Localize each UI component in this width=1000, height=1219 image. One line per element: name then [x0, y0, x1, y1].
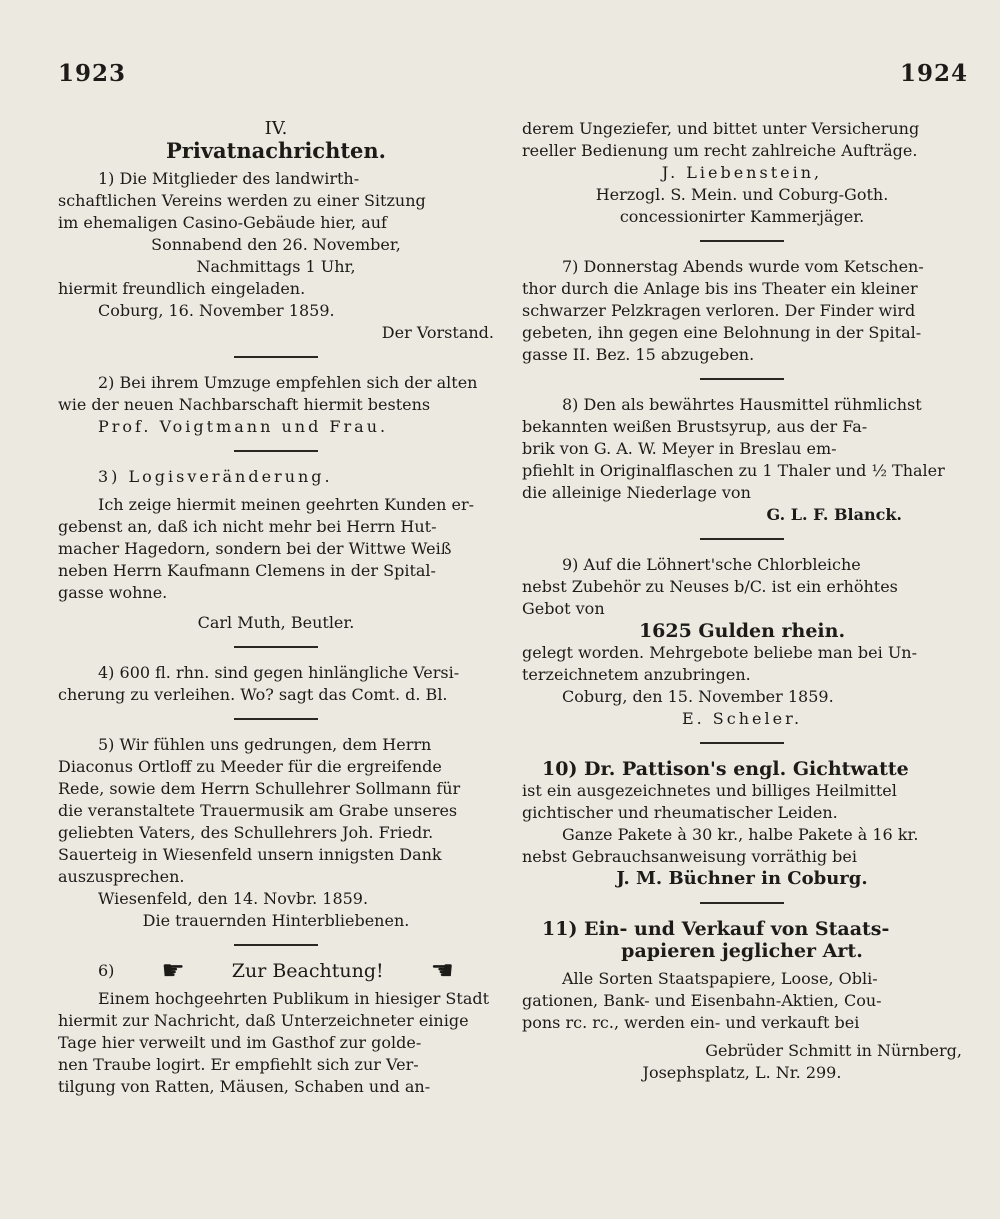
notice-6-cont-line: derem Ungeziefer, und bittet unter Versicherung: [522, 119, 920, 138]
notice-1-line: 1) Die Mitglieder des landwirth-: [98, 169, 360, 188]
notice-6-signature-title: concessionirter Kammerjäger.: [619, 207, 865, 226]
notice-3-line: macher Hagedorn, sondern bei der Wittwe Weiß: [58, 539, 452, 558]
divider: [700, 378, 784, 380]
divider: [234, 450, 318, 452]
notice-5-line: geliebten Vaters, des Schullehrers Joh. Friedr.: [58, 823, 434, 842]
divider: [234, 356, 318, 358]
notice-7-line: schwarzer Pelzkragen verloren. Der Finder wird: [522, 301, 916, 320]
notice-7-line: gasse II. Bez. 15 abzugeben.: [522, 345, 755, 364]
notice-3-line: Ich zeige hiermit meinen geehrten Kunden er-: [98, 495, 475, 514]
notice-11-address: Josephsplatz, L. Nr. 299.: [642, 1063, 842, 1082]
notice-8-line: pfiehlt in Originalflaschen zu 1 Thaler und ½ Thaler: [522, 461, 945, 480]
page-number-left: 1923: [58, 60, 127, 87]
notice-8: [522, 394, 962, 526]
notice-9-line: 9) Auf die Löhnert'sche Chlorbleiche: [562, 555, 861, 574]
notice-6-line: nen Traube logirt. Er empfiehlt sich zur Ver-: [58, 1055, 419, 1074]
notice-10-line: ist ein ausgezeichnetes und billiges Heilmittel: [522, 781, 897, 800]
notice-10-line: nebst Gebrauchsanweisung vorräthig bei: [522, 847, 857, 866]
notice-3-line: gebenst an, daß ich nicht mehr bei Herrn Hut-: [58, 517, 437, 536]
notice-5-line: Diaconus Ortloff zu Meeder für die ergreifende: [58, 757, 442, 776]
notice-9-line: terzeichnetem anzubringen.: [522, 665, 751, 684]
notice-9-line: Coburg, den 15. November 1859.: [562, 687, 834, 706]
notice-7: [522, 256, 962, 366]
divider: [700, 240, 784, 242]
notice-2: [58, 372, 494, 438]
notice-6-line: hiermit zur Nachricht, daß Unterzeichneter einige: [58, 1011, 469, 1030]
notice-11: [522, 918, 962, 1084]
notice-6-signature: J. Liebenstein,: [661, 163, 823, 182]
notice-6-line: tilgung von Ratten, Mäusen, Schaben und an-: [58, 1077, 431, 1096]
notice-6-line: Tage hier verweilt und im Gasthof zur golde-: [58, 1033, 422, 1052]
notice-10: [522, 758, 962, 890]
notice-4-line: cherung zu verleihen. Wo? sagt das Comt. d. Bl.: [58, 685, 448, 704]
notice-11-line: gationen, Bank- und Eisenbahn-Aktien, Cou-: [522, 991, 882, 1010]
notice-3-line: gasse wohne.: [58, 583, 168, 602]
notice-6-signature-title: Herzogl. S. Mein. und Coburg-Goth.: [595, 185, 889, 204]
notice-4-line: 4) 600 fl. rhn. sind gegen hinlängliche Versi-: [98, 663, 460, 682]
notice-6-line: Einem hochgeehrten Publikum in hiesiger Stadt: [98, 989, 490, 1008]
notice-9-amount: 1625 Gulden rhein.: [638, 620, 846, 642]
notice-1: [58, 168, 494, 344]
page-number-right: 1924: [899, 60, 968, 87]
notice-1-line: Sonnabend den 26. November,: [151, 235, 401, 254]
notice-1-line: schaftlichen Vereins werden zu einer Sitzung: [58, 191, 426, 210]
notice-8-line: die alleinige Niederlage von: [522, 483, 751, 502]
divider: [234, 718, 318, 720]
notice-10-line: gichtischer und rheumatischer Leiden.: [522, 803, 838, 822]
notice-9-line: gelegt worden. Mehrgebote beliebe man bei Un-: [522, 643, 918, 662]
notice-5-line: Rede, sowie dem Herrn Schullehrer Sollmann für: [58, 779, 461, 798]
notice-5-line: auszusprechen.: [58, 867, 185, 886]
pointing-hand-left-icon: ☚: [430, 956, 454, 986]
notice-7-line: gebeten, ihn gegen eine Belohnung in der Spital-: [522, 323, 922, 342]
notice-11-line: Alle Sorten Staatspapiere, Loose, Obli-: [562, 969, 878, 988]
notice-2-signature: Prof. Voigtmann und Frau.: [98, 417, 389, 436]
notice-11-line: pons rc. rc., werden ein- und verkauft bei: [522, 1013, 860, 1032]
notice-1-signature: Der Vorstand.: [381, 323, 494, 342]
notice-5-signature: Die trauernden Hinterbliebenen.: [142, 911, 410, 930]
notice-9-line: Gebot von: [522, 599, 605, 618]
notice-3-signature: Carl Muth, Beutler.: [197, 613, 355, 632]
notice-1-line: Coburg, 16. November 1859.: [98, 301, 335, 320]
right-column: [522, 118, 962, 1084]
notice-6-cont-line: reeller Bedienung um recht zahlreiche Aufträge.: [522, 141, 918, 160]
divider: [234, 646, 318, 648]
notice-4: [58, 662, 494, 706]
notice-8-signature: G. L. F. Blanck.: [766, 505, 902, 524]
notice-8-line: 8) Den als bewährtes Hausmittel rühmlichst: [562, 395, 922, 414]
notice-9: [522, 554, 962, 730]
notice-5-line: Sauerteig in Wiesenfeld unsern innigsten Dank: [58, 845, 442, 864]
notice-3-heading: 3) Logisveränderung.: [98, 467, 333, 486]
section-title: Privatnachrichten.: [165, 138, 386, 163]
notice-8-line: brik von G. A. W. Meyer in Breslau em-: [522, 439, 837, 458]
section-numeral: IV.: [264, 118, 288, 139]
notice-7-line: 7) Donnerstag Abends wurde vom Ketschen-: [562, 257, 924, 276]
notice-5-line: die veranstaltete Trauermusik am Grabe unseres: [58, 801, 458, 820]
notice-6-title: Zur Beachtung!: [231, 960, 384, 982]
notice-6-continued: [522, 118, 962, 228]
divider: [700, 902, 784, 904]
notice-9-signature: E. Scheler.: [681, 709, 803, 728]
notice-3-line: neben Herrn Kaufmann Clemens in der Spital-: [58, 561, 436, 580]
notice-1-line: im ehemaligen Casino-Gebäude hier, auf: [58, 213, 387, 232]
notice-9-line: nebst Zubehör zu Neuses b/C. ist ein erhöhtes: [522, 577, 898, 596]
notice-11-signature: Gebrüder Schmitt in Nürnberg,: [705, 1041, 962, 1060]
divider: [700, 538, 784, 540]
notice-10-signature: J. M. Büchner in Coburg.: [616, 868, 868, 889]
notice-1-line: Nachmittags 1 Uhr,: [196, 257, 356, 276]
notice-10-heading: 10) Dr. Pattison's engl. Gichtwatte: [542, 758, 909, 780]
notice-11-heading: 11) Ein- und Verkauf von Staats-: [542, 918, 890, 940]
notice-5: [58, 734, 494, 932]
notice-5-line: Wiesenfeld, den 14. Novbr. 1859.: [98, 889, 369, 908]
notice-6: [58, 956, 494, 1098]
notice-11-heading-cont: papieren jeglicher Art.: [621, 940, 863, 962]
notice-3: [58, 466, 494, 634]
notice-2-line: wie der neuen Nachbarschaft hiermit bestens: [58, 395, 431, 414]
left-column: [58, 118, 494, 1098]
notice-7-line: thor durch die Anlage bis ins Theater ein kleiner: [522, 279, 918, 298]
pointing-hand-right-icon: ☛: [161, 956, 185, 986]
notice-2-line: 2) Bei ihrem Umzuge empfehlen sich der alten: [98, 373, 478, 392]
notice-8-line: bekannten weißen Brustsyrup, aus der Fa-: [522, 417, 868, 436]
divider: [234, 944, 318, 946]
notice-10-line: Ganze Pakete à 30 kr., halbe Pakete à 16 kr.: [562, 825, 919, 844]
notice-1-line: hiermit freundlich eingeladen.: [58, 279, 306, 298]
divider: [700, 742, 784, 744]
notice-5-line: 5) Wir fühlen uns gedrungen, dem Herrn: [98, 735, 432, 754]
notice-6-number: 6): [98, 961, 115, 980]
